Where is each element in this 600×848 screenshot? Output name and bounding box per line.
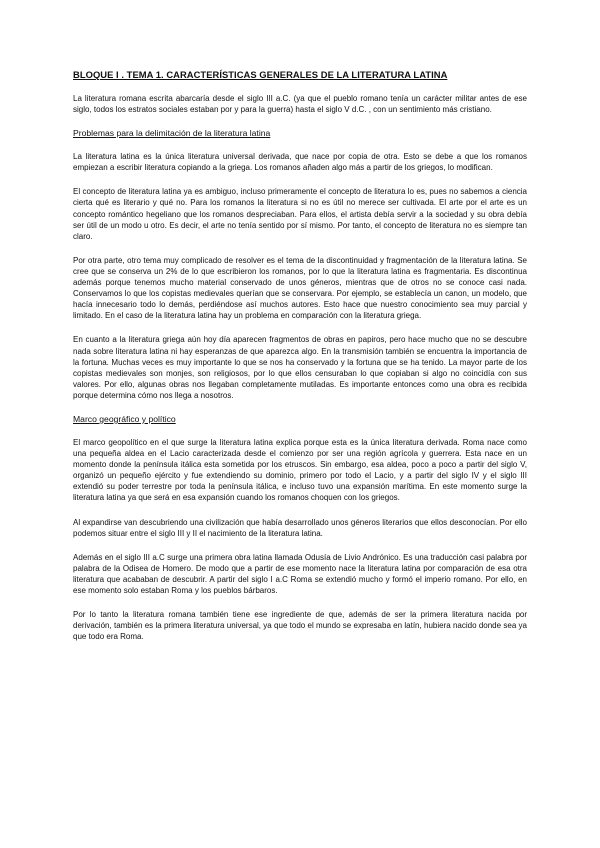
section-heading: Marco geográfico y político bbox=[73, 413, 176, 424]
section-marco bbox=[73, 414, 527, 642]
paragraph: Además en el siglo III a.C surge una primera obra latina llamada Odusía de Livio Andrónico. Es una traducción casi palabra por palabra de la Odisea de Homero. De modo que a partir de ese momento nace la literatura latina por comparación de esa otra literatura que acababan de descubrir. A partir del siglo I a.C Roma se extendió mucho y formó el imperio romano. Por ello, en ese momento solo estaban Roma y los pueblos bárbaros. bbox=[73, 552, 527, 595]
paragraph: La literatura latina es la única literatura universal derivada, que nace por copia de otra. Esto se debe a que los romanos empiezan a escribir literatura copiando a la griega. Los romanos añaden algo más a partir de los griegos, lo modifican. bbox=[73, 152, 527, 173]
intro-paragraph: La literatura romana escrita abarcaría desde el siglo III a.C. (ya que el pueblo romano tenía un carácter militar antes de ese siglo, todos los estratos sociales estaban por y para la guerra) hasta el siglo V d.C. , con un sentimiento más cristiano. bbox=[73, 94, 527, 115]
document-page bbox=[73, 69, 527, 655]
section-delimitacion bbox=[73, 128, 527, 401]
paragraph: En cuanto a la literatura griega aún hoy día aparecen fragmentos de obras en papiros, pero hace mucho que no se descubre nada sobre literatura latina ni hay esperanzas de que aparezca algo. En la transmisión también se encuentra la importancia de la fortuna. Muchas veces es muy importante lo que se nos ha conservado y la fortuna que se ha tenido. La mayor parte de los copistas medievales son monjes, son religiosos, por lo que ellos censuraban lo que copiaban si algo no coincidía con sus valores. Por ello, algunas obras nos llegaban completamente mutiladas. Es importante entonces como una obra es recibida porque determina cómo nos llega a nosotros. bbox=[73, 335, 527, 400]
paragraph: Al expandirse van descubriendo una civilización que había desarrollado unos géneros literarios que ellos desconocían. Por ello podemos situar entre el siglo III y II el nacimiento de la literatura latina. bbox=[73, 517, 527, 538]
section-heading: Problemas para la delimitación de la literatura latina bbox=[73, 128, 271, 139]
document-title: BLOQUE I . TEMA 1. CARACTERÍSTICAS GENERALES DE LA LITERATURA LATINA bbox=[73, 69, 448, 80]
paragraph: El marco geopolítico en el que surge la literatura latina explica porque esta es la única literatura derivada. Roma nace como una pequeña aldea en el Lacio caracterizada desde el comienzo por ser una región agrícola y guerrera. Esta nace en un momento donde la península itálica esta sometida por los etruscos. Sin embargo, esa aldea, poco a poco a partir del siglo V, organizó un pequeño ejército y fue extendiendo su dominio, primero por todo el Lacio, y a partir del siglo IV y el siglo III extendió su poder terrestre por toda la península itálica, e incluso tuvo una expansión marítima. En este momento surge la literatura latina ya que será en esa expansión cuando los romanos choquen con los griegos. bbox=[73, 437, 527, 503]
paragraph: Por otra parte, otro tema muy complicado de resolver es el tema de la discontinuidad y fragmentación de la literatura latina. Se cree que se conserva un 2% de lo que escribieron los romanos, por lo que la literatura latina es fragmentaria. Es discontinua además porque tenemos mucho material conservado de unos géneros, mientras que de otros no se conoce casi nada. Conservamos lo que los copistas medievales querían que se conservara. Por ejemplo, se establecía un canon, un modelo, que hacía innecesario todo lo demás, perdiéndose así muchos autores. Esto hace que nuestro conocimiento sea muy parcial y limitado. En el caso de la literatura latina hay un problema en comparación con la literatura griega. bbox=[73, 255, 527, 321]
paragraph: Por lo tanto la literatura romana también tiene ese ingrediente de que, además de ser la primera literatura nacida por derivación, también es la primera literatura universal, ya que todo el mundo se expresaba en latín, hubiera nacido donde sea ya que todo era Roma. bbox=[73, 610, 527, 642]
paragraph: El concepto de literatura latina ya es ambiguo, incluso primeramente el concepto de literatura lo es, pues no sabemos a ciencia cierta qué es literario y qué no. Para los romanos la literatura si no es útil no merece ser cultivada. El arte por el arte es un concepto romántico hegeliano que los romanos despreciaban. Para ellos, el artista debía servir a la sociedad y su obra debía ser útil de un modo u otro. Es decir, el arte no tenía sentido por sí mismo. Por tanto, el concepto de literatura no es siempre tan claro. bbox=[73, 187, 527, 241]
